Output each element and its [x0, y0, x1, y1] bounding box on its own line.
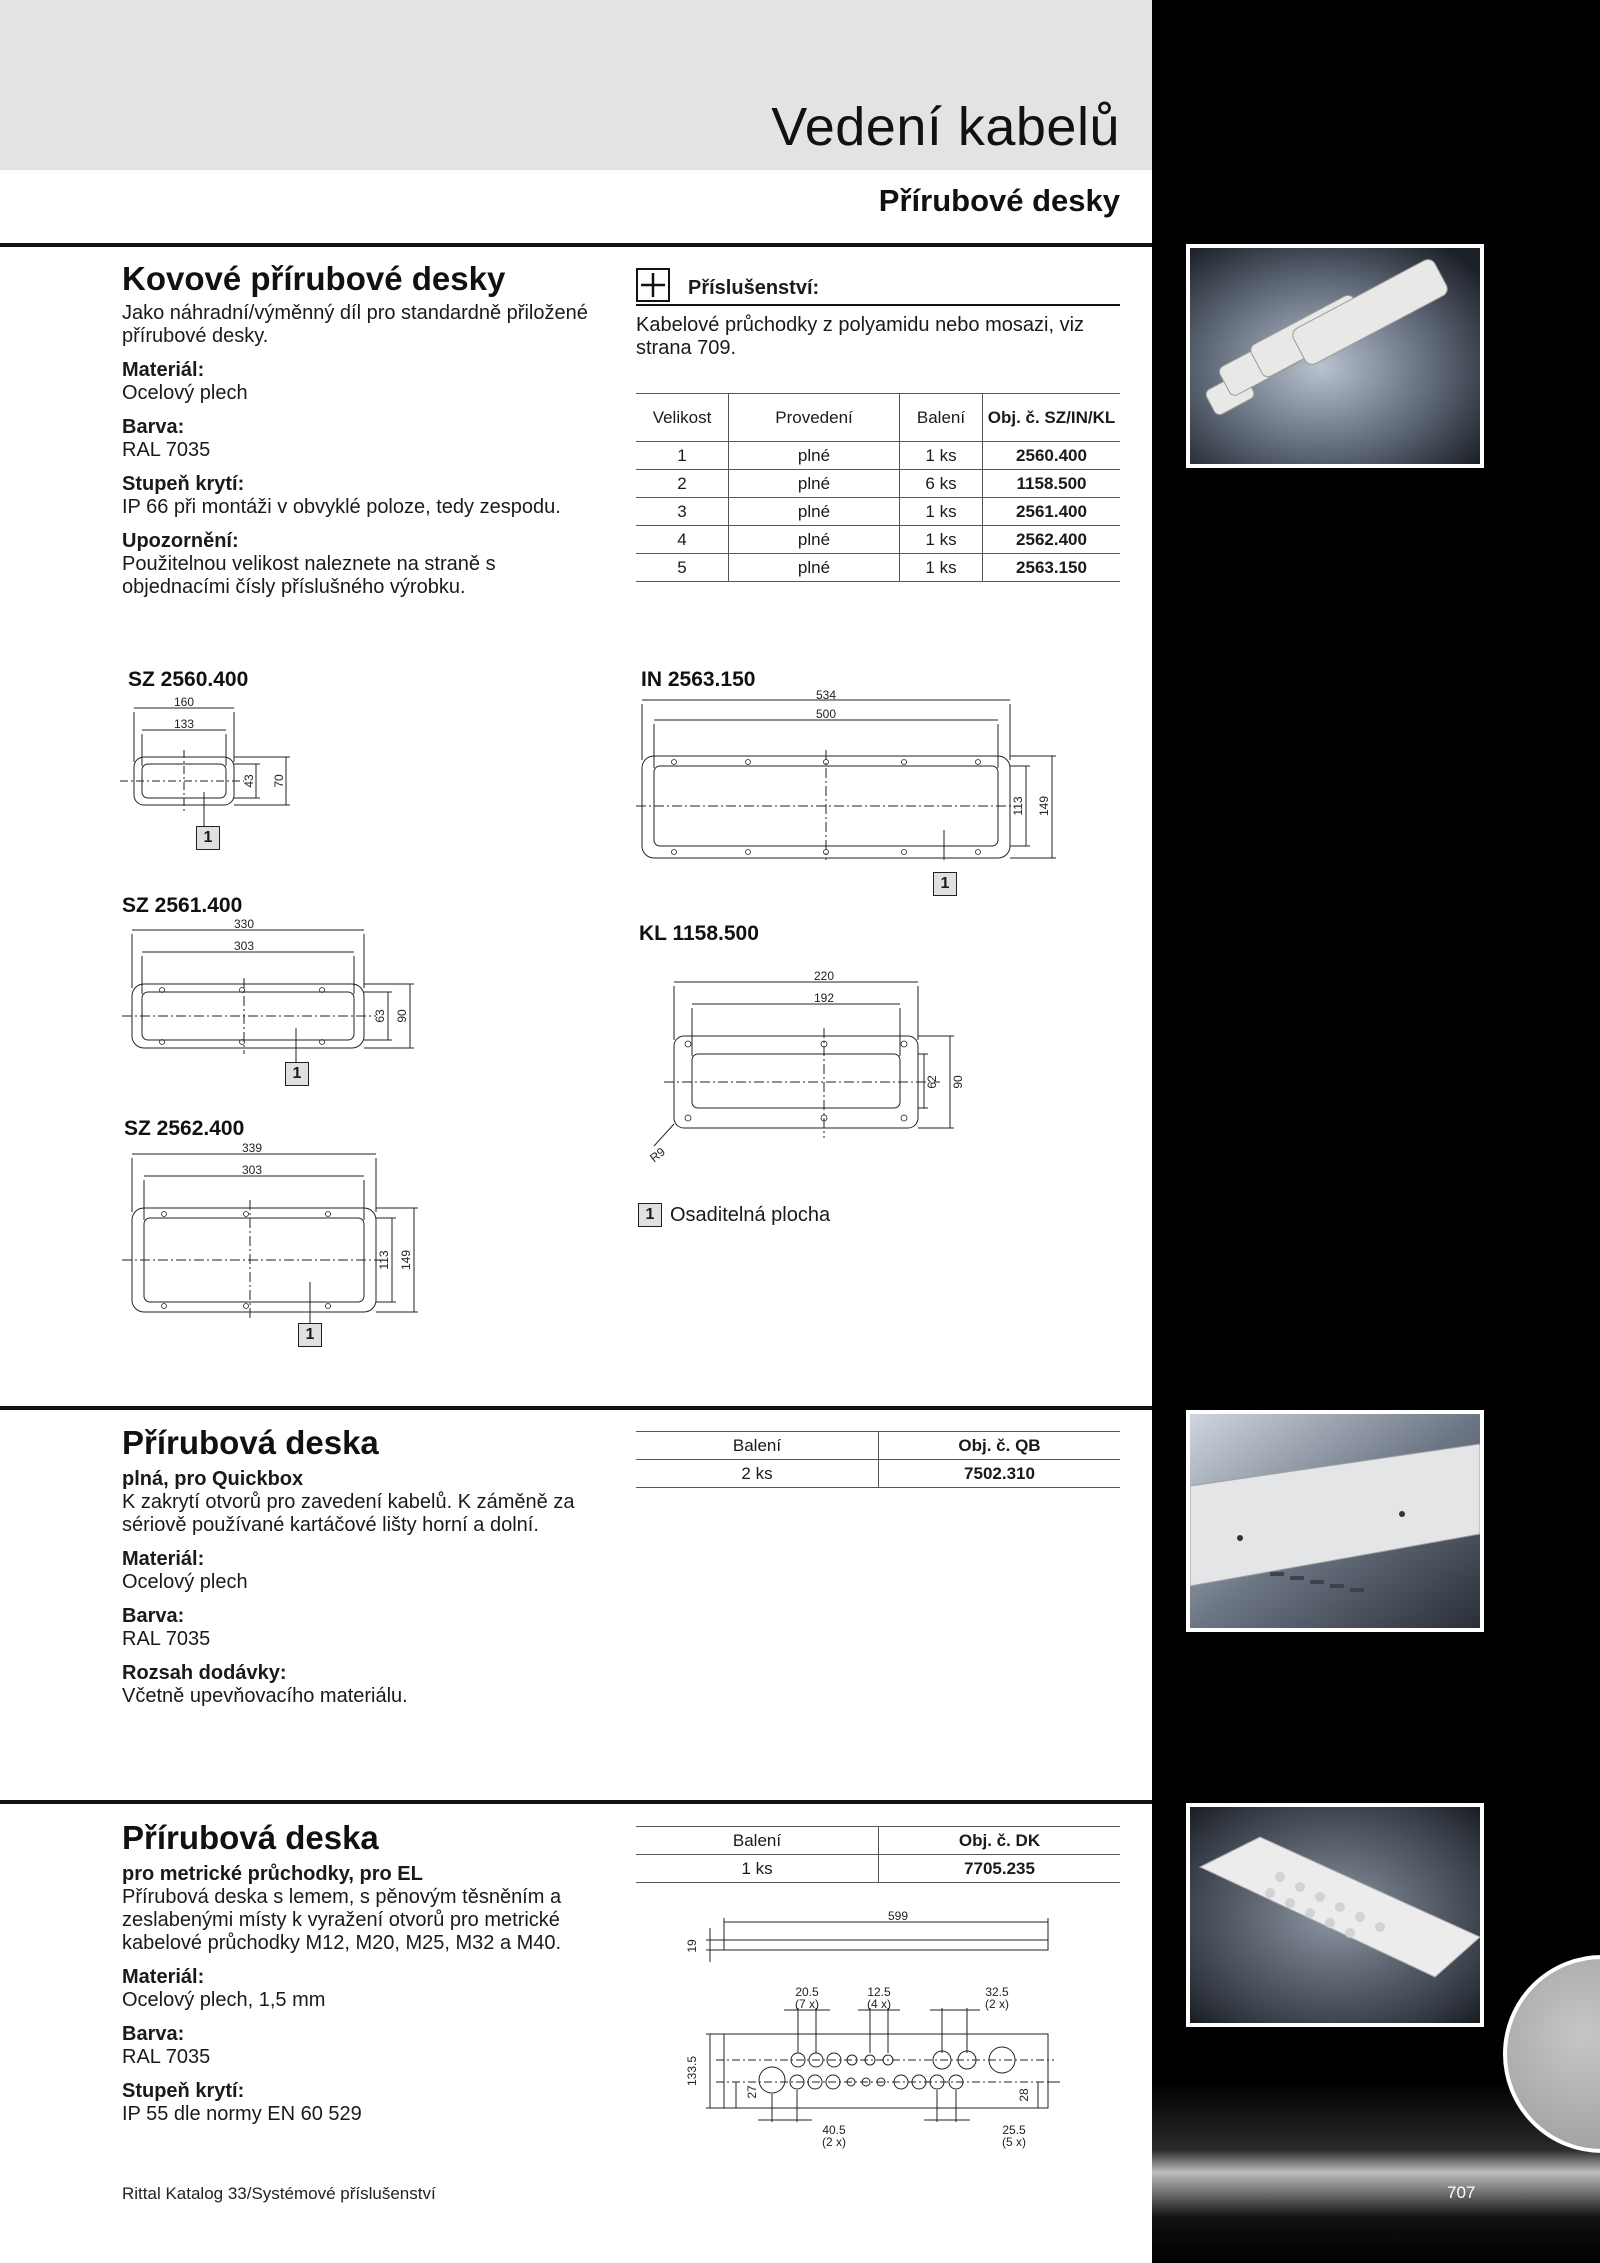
property-label: Stupeň krytí: — [122, 473, 245, 495]
order-table-2 — [636, 1431, 1120, 1488]
dimension-label: (7 x) — [795, 1997, 819, 2011]
dimension-label: 12.5 — [867, 1985, 891, 1999]
dimension-label: 19 — [685, 1939, 699, 1953]
table-header: Balení — [900, 394, 983, 442]
table-cell: 2561.400 — [983, 498, 1121, 526]
property-label: Barva: — [122, 2023, 185, 2045]
table-cell: 2 — [636, 470, 729, 498]
footer-catalog: Rittal Katalog 33/Systémové příslušenství — [122, 2184, 436, 2203]
table-cell: 1 ks — [900, 554, 983, 582]
table-header-row — [636, 394, 1120, 442]
property-value: Ocelový plech — [122, 382, 248, 404]
accessory-block — [636, 268, 1120, 360]
drawing-label: SZ 2560.400 — [128, 668, 249, 691]
table-cell: 2560.400 — [983, 442, 1121, 470]
page-number: 707 — [1447, 2183, 1476, 2202]
section-divider — [0, 1800, 1152, 1804]
property-label: Stupeň krytí: — [122, 2080, 245, 2102]
property-value: RAL 7035 — [122, 2046, 211, 2068]
dimension-label: (2 x) — [985, 1997, 1009, 2011]
technical-drawing-sz2562400 — [122, 1142, 442, 1342]
drawing-label: KL 1158.500 — [639, 922, 759, 945]
table-cell: plné — [729, 526, 900, 554]
order-table-1 — [636, 393, 1120, 582]
property-value: Použitelnou velikost naleznete na straně s objednacími čísly příslušného výrobku. — [122, 553, 496, 598]
table-cell: 1 ks — [900, 526, 983, 554]
area-marker: 1 — [285, 1062, 309, 1086]
table-header: Obj. č. SZ/IN/KL — [983, 394, 1121, 442]
dimension-label: 90 — [951, 1075, 965, 1089]
dimension-label: 20.5 — [795, 1985, 819, 1999]
dimension-label: 70 — [272, 774, 286, 788]
product-photo-flange-plates — [1186, 244, 1484, 468]
product-title: Kovové přírubové desky — [122, 260, 506, 297]
table-header: Obj. č. QB — [879, 1432, 1121, 1460]
property-value: Ocelový plech — [122, 1571, 248, 1593]
chapter-title: Vedení kabelů — [771, 97, 1120, 157]
table-cell: 2562.400 — [983, 526, 1121, 554]
table-row — [636, 1855, 1120, 1883]
property-label: Upozornění: — [122, 530, 239, 552]
technical-drawing-in2563150 — [636, 690, 1076, 860]
product-subtitle: pro metrické průchodky, pro EL — [122, 1863, 423, 1885]
table-cell: 1 ks — [900, 498, 983, 526]
dimension-label: 63 — [373, 1009, 387, 1023]
property-value: RAL 7035 — [122, 1628, 211, 1650]
table-cell: plné — [729, 442, 900, 470]
table-header-row — [636, 1432, 1120, 1460]
dimension-label: 534 — [815, 690, 837, 702]
dimension-label: 599 — [887, 1909, 909, 1923]
table-header-row — [636, 1827, 1120, 1855]
property-label: Materiál: — [122, 1548, 205, 1570]
dimension-label: 192 — [813, 991, 835, 1005]
dimension-label: 339 — [241, 1142, 263, 1155]
technical-drawing-kl1158500 — [640, 968, 1050, 1168]
table-header: Velikost — [636, 394, 729, 442]
section-divider — [0, 1406, 1152, 1410]
property-label: Materiál: — [122, 359, 205, 381]
dimension-label: 90 — [395, 1009, 409, 1023]
accessory-text: Kabelové průchodky z polyamidu nebo mosazi, viz strana 709. — [636, 314, 1085, 359]
section-quickbox-plate — [122, 1424, 622, 1708]
dimension-label: 149 — [399, 1249, 413, 1271]
drawing-label: IN 2563.150 — [641, 668, 756, 691]
table-row — [636, 1460, 1120, 1488]
table-row — [636, 554, 1120, 582]
area-marker: 1 — [298, 1323, 322, 1347]
accessory-label: Příslušenství: — [688, 277, 820, 299]
table-cell: 2 ks — [636, 1460, 879, 1488]
section-title: Přírubové desky — [878, 183, 1120, 218]
dimension-label: 133 — [173, 717, 195, 731]
table-cell: 1 ks — [636, 1855, 879, 1883]
property-label: Barva: — [122, 1605, 185, 1627]
property-value: Včetně upevňovacího materiálu. — [122, 1685, 408, 1707]
dimension-label: 43 — [242, 774, 256, 788]
plus-icon — [636, 268, 670, 302]
table-cell: 6 ks — [900, 470, 983, 498]
drawing-label: SZ 2562.400 — [124, 1117, 245, 1140]
legend-text: Osaditelná plocha — [670, 1203, 831, 1226]
dimension-label: (4 x) — [867, 1997, 891, 2011]
property-value: IP 55 dle normy EN 60 529 — [122, 2103, 362, 2125]
technical-drawing-sz2560400 — [120, 692, 320, 852]
table-cell: 3 — [636, 498, 729, 526]
property-label: Materiál: — [122, 1966, 205, 1988]
order-table-3 — [636, 1826, 1120, 1883]
table-row — [636, 498, 1120, 526]
product-title: Přírubová deska — [122, 1819, 379, 1856]
area-marker: 1 — [638, 1203, 662, 1227]
table-cell: plné — [729, 554, 900, 582]
product-intro: K zakrytí otvorů pro zavedení kabelů. K záměně za sériově používané kartáčové lišty horní a dolní. — [122, 1491, 575, 1536]
product-subtitle: plná, pro Quickbox — [122, 1468, 304, 1490]
table-cell: 1 ks — [900, 442, 983, 470]
table-cell: 7705.235 — [879, 1855, 1121, 1883]
product-intro: Přírubová deska s lemem, s pěnovým těsněním a zeslabenými místy k vyražení otvorů pro metrické kabelové průchodky M12, M20, M25, M32 a M40. — [122, 1886, 562, 1954]
technical-drawing-metric-plate — [676, 1908, 1096, 2158]
product-photo-metric-plate — [1186, 1803, 1484, 2027]
dimension-label: 303 — [233, 939, 255, 953]
dimension-label: 25.5 — [1002, 2123, 1026, 2137]
table-header: Obj. č. DK — [879, 1827, 1121, 1855]
dimension-label: 28 — [1017, 2088, 1031, 2102]
table-cell: 5 — [636, 554, 729, 582]
dimension-label: R9 — [647, 1144, 668, 1166]
product-intro: Jako náhradní/výměnný díl pro standardně přiložené přírubové desky. — [122, 302, 588, 347]
table-cell: 2563.150 — [983, 554, 1121, 582]
table-header: Provedení — [729, 394, 900, 442]
table-cell: 4 — [636, 526, 729, 554]
table-header: Balení — [636, 1827, 879, 1855]
drawing-legend — [638, 1203, 830, 1227]
table-cell: 7502.310 — [879, 1460, 1121, 1488]
technical-drawing-sz2561400 — [122, 918, 442, 1078]
dimension-label: 62 — [925, 1075, 939, 1089]
drawing-label: SZ 2561.400 — [122, 894, 243, 917]
dimension-label: 27 — [745, 2085, 759, 2099]
area-marker: 1 — [196, 826, 220, 850]
dimension-label: 113 — [1011, 796, 1025, 816]
property-value: IP 66 při montáži v obvyklé poloze, tedy zespodu. — [122, 496, 561, 518]
property-value: RAL 7035 — [122, 439, 211, 461]
table-cell: 1158.500 — [983, 470, 1121, 498]
property-label: Barva: — [122, 416, 185, 438]
table-cell: 1 — [636, 442, 729, 470]
property-value: Ocelový plech, 1,5 mm — [122, 1989, 326, 2011]
dimension-label: 160 — [173, 695, 195, 709]
dimension-label: 303 — [241, 1163, 263, 1177]
section-metric-plate — [122, 1819, 622, 2126]
table-cell: plné — [729, 470, 900, 498]
product-properties — [122, 359, 612, 599]
table-row — [636, 470, 1120, 498]
table-header: Balení — [636, 1432, 879, 1460]
product-title: Přírubová deska — [122, 1424, 379, 1461]
property-label: Rozsah dodávky: — [122, 1662, 287, 1684]
area-marker: 1 — [933, 872, 957, 896]
dimension-label: (5 x) — [1002, 2135, 1026, 2149]
product-photo-quickbox-plate — [1186, 1410, 1484, 1632]
accessory-header — [636, 268, 1120, 306]
dimension-label: 133.5 — [685, 2055, 699, 2087]
dimension-label: 500 — [815, 707, 837, 721]
dimension-label: (2 x) — [822, 2135, 846, 2149]
dimension-label: 32.5 — [985, 1985, 1009, 1999]
dimension-label: 113 — [377, 1250, 391, 1270]
section-divider — [0, 243, 1152, 247]
table-row — [636, 526, 1120, 554]
dimension-label: 40.5 — [822, 2123, 846, 2137]
section-metal-flange-plates — [122, 260, 612, 599]
dimension-label: 330 — [233, 918, 255, 931]
table-cell: plné — [729, 498, 900, 526]
dimension-label: 149 — [1037, 795, 1051, 817]
dimension-label: 220 — [813, 969, 835, 983]
table-row — [636, 442, 1120, 470]
